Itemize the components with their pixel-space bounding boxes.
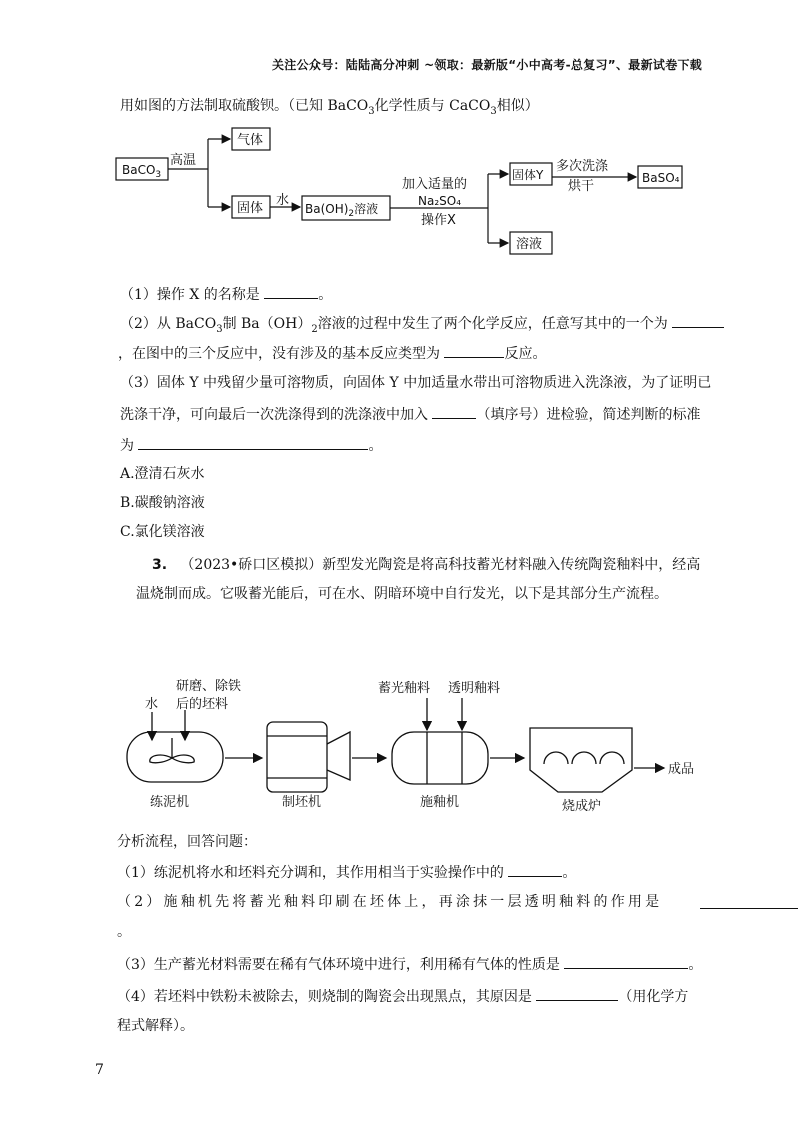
label-na2so4: Na₂SO₄: [418, 194, 462, 208]
q2-part3c: 为 。: [120, 435, 382, 456]
q3-line1: 3. （2023•硚口区模拟）新型发光陶瓷是将高科技蓄光材料融入传统陶瓷釉料中，经高: [152, 557, 701, 573]
answer-blank-8[interactable]: [564, 954, 688, 969]
label-rongye: 溶液: [516, 237, 543, 252]
intro-line: 用如图的方法制取硫酸钡。（已知 BaCO$_3$化学性质与 CaCO$_3$相似）: [120, 98, 539, 117]
baso4-flow-diagram: [0, 118, 800, 268]
label-baso4: BaSO₄: [642, 171, 680, 185]
answer-blank-4[interactable]: [432, 404, 476, 419]
label-qiti: 气体: [237, 133, 264, 148]
q2-part1: （1）操作 X 的名称是 。: [120, 284, 332, 305]
answer-blank-9[interactable]: [536, 986, 618, 1001]
q3-sub2: （2）施釉机先将蓄光釉料印刷在坯体上，再涂抹一层透明釉料的作用是: [117, 894, 663, 910]
option-a: A.澄清石灰水: [120, 466, 205, 482]
glazing-machine: [392, 732, 488, 784]
label-glaze1: 蓄光釉料: [378, 681, 431, 696]
option-b: B.碳酸钠溶液: [120, 495, 205, 511]
q2-part2: （2）从 BaCO$_3$制 $Ba(OH)_2$溶液的过程中发生了两个化学反应，任意写其中的一个为: [120, 313, 724, 340]
label-add: 加入适量的: [402, 177, 468, 192]
answer-blank-1[interactable]: [264, 284, 318, 299]
label-gaowen: 高温: [170, 153, 197, 168]
q3-intro: 分析流程，回答问题：: [117, 834, 257, 850]
q3-sub1: （1）练泥机将水和坯料充分调和，其作用相当于实验操作中的 。: [117, 862, 576, 883]
page-header: 关注公众号：陆陆高分冲刺 ~领取：最新版“小中高考-总复习”、最新试卷下载: [272, 58, 703, 72]
ceramic-flow-diagram: [0, 660, 800, 820]
label-shui: 水: [276, 193, 290, 208]
answer-blank-2[interactable]: [672, 313, 724, 328]
label-water: 水: [145, 697, 159, 712]
answer-blank-3[interactable]: [444, 343, 504, 358]
q2-part3a: （3）固体 Y 中残留少量可溶物质，向固体 Y 中加适量水带出可溶物质进入洗涤液，为了证明已: [120, 375, 712, 391]
label-kiln: 烧成炉: [562, 799, 602, 814]
answer-blank-7[interactable]: [700, 894, 798, 909]
label-grind1: 研磨、除铁: [176, 679, 242, 694]
q2-part3b: 洗涤干净，可向最后一次洗涤得到的洗涤液中加入 （填序号）进检验，简述判断的标准: [120, 404, 700, 425]
q2-part2b: ，在图中的三个反应中，没有涉及的基本反应类型为 反应。: [118, 343, 546, 364]
label-glazing-machine: 施釉机: [420, 795, 460, 810]
q3-sub3: （3）生产蓄光材料需要在稀有气体环境中进行，利用稀有气体的性质是 。: [117, 954, 702, 975]
answer-blank-6[interactable]: [508, 862, 562, 877]
q3-line2: 温烧制而成。它吸蓄光能后，可在水、阴暗环境中自行发光，以下是其部分生产流程。: [136, 586, 668, 602]
blank-maker: [267, 722, 327, 792]
label-baco3: BaCO$_3$: [122, 163, 162, 180]
label-glaze2: 透明釉料: [448, 681, 501, 696]
label-product: 成品: [668, 762, 695, 777]
option-c: C.氯化镁溶液: [120, 524, 205, 540]
label-grind2: 后的坯料: [176, 697, 229, 712]
label-caozuo: 操作X: [421, 213, 456, 228]
label-guti: 固体: [237, 201, 264, 216]
page-number: 7: [95, 1062, 104, 1078]
label-gutiY: 固体Y: [512, 168, 544, 182]
q3-sub4b: 程式解释）。: [117, 1018, 194, 1034]
label-mud-mixer: 练泥机: [150, 795, 190, 810]
label-blank-maker: 制坯机: [282, 795, 322, 810]
answer-blank-5[interactable]: [138, 435, 368, 450]
q3-sub2-end: 。: [117, 924, 131, 940]
label-wash: 多次洗涤: [556, 159, 609, 174]
q3-sub4: （4）若坯料中铁粉未被除去，则烧制的陶瓷会出现黑点，其原因是 （用化学方: [117, 986, 688, 1007]
label-dry: 烘干: [568, 179, 595, 194]
label-baoh2: $Ba(OH)_2$溶液: [305, 202, 379, 219]
